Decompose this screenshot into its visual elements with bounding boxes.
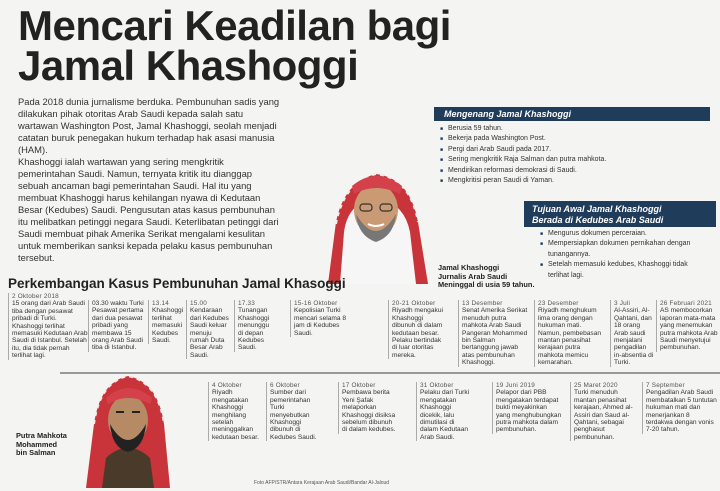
event-text: Riyadh mengatakan Khashoggi menghilang setelah meninggalkan kedutaan besar. bbox=[212, 389, 259, 441]
remembering-list bbox=[440, 124, 710, 186]
timeline-event bbox=[458, 300, 530, 367]
timeline-event bbox=[234, 300, 274, 352]
caption-age: Meninggal di usia 59 tahun. bbox=[438, 280, 535, 290]
panel-heading-line-1: Tujuan Awal Jamal Khashoggi bbox=[532, 204, 662, 214]
timeline-event bbox=[534, 300, 606, 367]
event-date: 17 Oktober bbox=[342, 382, 376, 389]
timeline-event bbox=[8, 293, 88, 360]
purpose-list bbox=[540, 229, 710, 281]
event-text: Riyadh mengakui Khashoggi dibunuh di dalam kedutaan besar. Pelaku bertindak di luar otoritas mereka. bbox=[392, 307, 443, 359]
list-item: ■ Sering mengkritik Raja Salman dan putra mahkota. bbox=[440, 155, 710, 165]
event-date: 15.00 bbox=[190, 300, 207, 307]
mohammed-bin-salman-photo bbox=[78, 360, 176, 488]
event-text: Al-Assiri, Al-Qahtani, dan 18 orang Arab saudi menjalani pengadilan in-absentia di Turki. bbox=[614, 307, 654, 367]
panel-heading-remembering: Mengenang Jamal Khashoggi bbox=[434, 107, 710, 121]
timeline-event bbox=[416, 382, 474, 441]
intro-paragraph-2: Khashoggi ialah wartawan yang sering mengkritik pemerintahan Saudi. Namun, ternyata kritik itu dianggap sebuah ancaman bagi pemerintahan Saudi. Hal itu yang membuat Khashoggi harus kehilangan nyawa di Kedutaan Besar (Kedubes) Saudi. Pengusutan atas kasus pembunuhan itu melibatkan petinggi negara Saudi. Keterlibatan petinggi dari Saudi membuat pihak Amerika Serikat mengalami kesulitan untuk memberikan sanksi kepada pelaku kasus pembunuhan tersebut. bbox=[18, 156, 279, 263]
event-text: Senat Amerika Serikat menuduh putra mahkota Arab Saudi Pangeran Mohammed bin Salman bertanggung jawab atas pembunuhan Khashoggi. bbox=[462, 307, 528, 367]
timeline-event bbox=[492, 382, 562, 434]
caption-line: bin Salman bbox=[16, 448, 56, 458]
event-date: 17.33 bbox=[238, 300, 255, 307]
timeline-event bbox=[642, 382, 718, 434]
timeline-event bbox=[290, 300, 348, 337]
event-text: Khashoggi terlihat memasuki Kedubes Saudi. bbox=[152, 307, 184, 345]
event-date: 6 Oktober bbox=[270, 382, 300, 389]
event-date: 13.14 bbox=[152, 300, 169, 307]
panel-heading-line-2: Berada di Kedubes Arab Saudi bbox=[532, 215, 664, 225]
panel-heading-purpose bbox=[524, 201, 716, 227]
event-text: Pelaku dari Turki mengatakan Khashoggi dicekik, lalu dimutilasi di dalam Kedutaan Arab Saudi. bbox=[420, 389, 470, 441]
event-date: 15-16 Oktober bbox=[294, 300, 338, 307]
event-date: 03.30 bbox=[92, 300, 109, 307]
caption-name: Jamal Khashoggi bbox=[438, 263, 500, 272]
timeline-event bbox=[338, 382, 396, 434]
event-date: 2 Oktober 2018 bbox=[12, 293, 59, 300]
list-item: ■ Berusia 59 tahun. bbox=[440, 124, 710, 134]
timeline-event bbox=[570, 382, 634, 441]
page-title bbox=[18, 2, 451, 89]
event-text: AS membocorkan laporan mata-mata yang menemukan putra mahkota Arab Saudi menyetujui pembunuhan. bbox=[660, 307, 718, 352]
event-text: Turki menuduh mantan penasihat kerajaan, Ahmed al-Assiri dan Saud al-Qahtani, sebagai penghasut pembunuhan. bbox=[574, 389, 633, 441]
caption-line: Putra Mahkota bbox=[16, 431, 67, 440]
list-item: ■ Pergi dari Arab Saudi pada 2017. bbox=[440, 145, 710, 155]
event-date: 25 Maret 2020 bbox=[574, 382, 618, 389]
event-date: 3 Juli bbox=[614, 300, 631, 307]
caption-role: Jurnalis Arab Saudi bbox=[438, 271, 508, 281]
timeline-event bbox=[656, 300, 718, 352]
event-date: 13 Desember bbox=[462, 300, 503, 307]
timeline-event bbox=[208, 382, 262, 441]
intro-paragraph-1: Pada 2018 dunia jurnalisme berduka. Pembunuhan sadis yang dilakukan pihak otoritas Arab Saudi kepada salah satu wartawan Washington Post, Jamal Khashoggi, seolah menjadi catatan buruk penegakan hukum terhadap hak asasi manusia (HAM). bbox=[18, 96, 280, 155]
list-item: ■ Mempersiapkan dokumen pernikahan dengan tunangannya. bbox=[540, 239, 710, 260]
event-text: Kepolisian Turki mencari selama 8 jam di Kedubes Saudi. bbox=[294, 307, 347, 337]
timeline-event bbox=[148, 300, 184, 344]
event-text: Pengadilan Arab Saudi membatalkan 5 tuntutan hukuman mati dan menerjankan 8 terdakwa dengan vonis 7-20 tahun. bbox=[646, 389, 717, 434]
timeline-event bbox=[186, 300, 232, 359]
jamal-khashoggi-photo bbox=[318, 152, 436, 284]
event-text: 15 orang dari Arab Saudi tiba dengan pesawat pribadi di Turki. Khashoggi terlihat memasuki Kedutaan Arab Saudi di Istanbul. Setelah itu, dia tidak pernah terlihat lagi. bbox=[12, 300, 88, 360]
intro-text bbox=[18, 96, 280, 264]
timeline-event bbox=[388, 300, 448, 359]
event-text: waktu Turki Pesawat pertama dari dua pesawat pribadi yang membawa 15 orang Arab Saudi tiba di Istanbul. bbox=[92, 300, 144, 352]
event-text: Kendaraan dari Kedubes Saudi keluar menuju rumah Duta Besar Arab Saudi. bbox=[190, 307, 229, 359]
list-item: ■ Mendirikan reformasi demokrasi di Saudi. bbox=[440, 166, 710, 176]
event-date: 20-21 Oktober bbox=[392, 300, 436, 307]
photo-credit: Foto AFP/STR/Antara Kerajaan Arab Saudi/Bandar Al-Jaloud bbox=[254, 480, 390, 486]
caption-line: Mohammed bbox=[16, 439, 58, 449]
list-item: ■ Mengkritisi peran Saudi di Yaman. bbox=[440, 176, 710, 186]
event-text: Tunangan Khashoggi menunggu di depan Kedubes Saudi. bbox=[238, 307, 270, 352]
list-item: ■ Bekerja pada Washington Post. bbox=[440, 134, 710, 144]
mohammed-bin-salman-caption bbox=[16, 432, 67, 458]
list-item: ■ Mengurus dokumen perceraian. bbox=[540, 229, 710, 239]
jamal-khashoggi-caption bbox=[438, 264, 535, 290]
event-date: 4 Oktober bbox=[212, 382, 242, 389]
list-item: ■ Setelah memasuki kedubes, Khashoggi tidak terlihat lagi. bbox=[540, 260, 710, 281]
title-line-2: Jamal Khashoggi bbox=[18, 42, 359, 89]
event-text: Riyadh menghukum lima orang dengan hukuman mati. Namun, pembebasan mantan penasihat kerajaan putra mahkota memicu kemarahan. bbox=[538, 307, 602, 367]
event-text: Sumber dari pemerintahan Turki menyebutkan Khashoggi dibunuh di Kedubes Saudi. bbox=[270, 389, 317, 441]
timeline-event bbox=[88, 300, 146, 352]
timeline-event bbox=[610, 300, 654, 367]
event-date: 23 Desember bbox=[538, 300, 579, 307]
event-text: Pelapor dari PBB mengatakan terdapat bukti meyakinkan yang menghubungkan putra mahkota dalam pembunuhan. bbox=[496, 389, 562, 434]
event-date: 19 Juni 2019 bbox=[496, 382, 535, 389]
title-line-1: Mencari Keadilan bagi bbox=[18, 2, 451, 49]
event-date: 7 September bbox=[646, 382, 685, 389]
event-text: Pembawa berita Yeni Şafak melaporkan Khashoggi disiksa sebelum dibunuh di dalam kedubes. bbox=[342, 389, 396, 434]
event-date: 31 Oktober bbox=[420, 382, 454, 389]
timeline-title: Perkembangan Kasus Pembunuhan Jamal Khasoggi bbox=[8, 276, 346, 291]
event-date: 26 Februari 2021 bbox=[660, 300, 712, 307]
timeline-event bbox=[266, 382, 324, 441]
